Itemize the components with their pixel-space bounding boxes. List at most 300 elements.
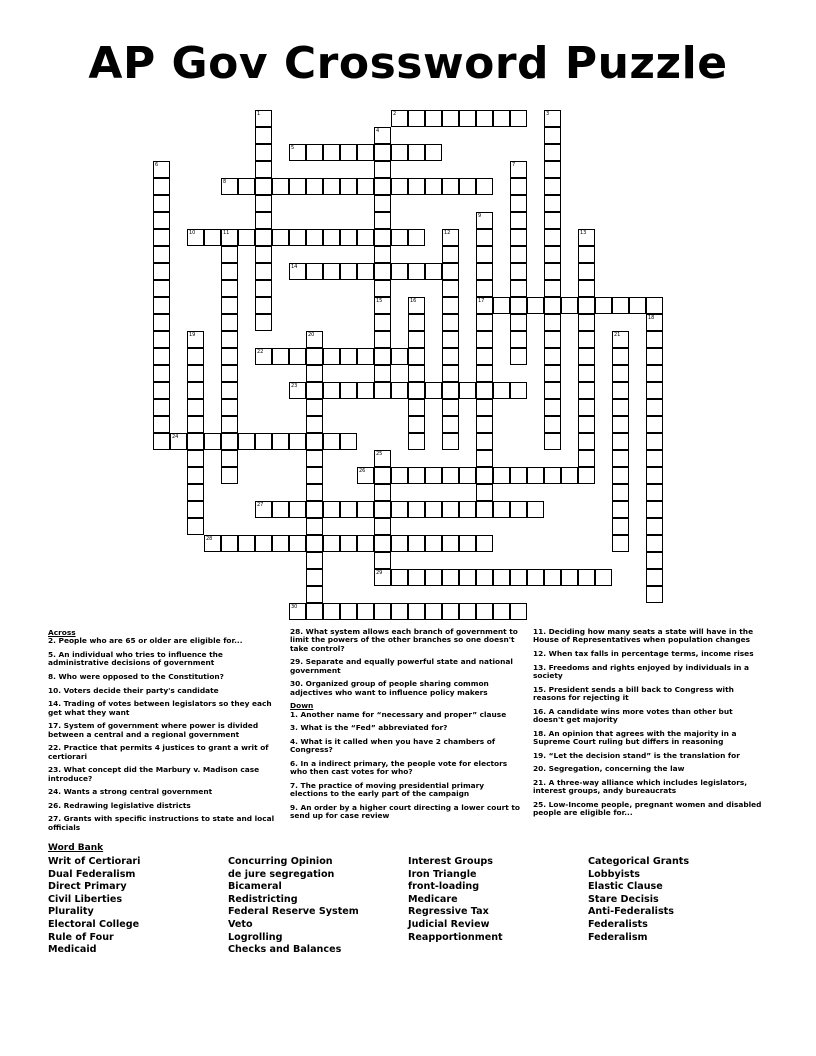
crossword-cell[interactable]	[340, 382, 357, 399]
crossword-cell[interactable]	[510, 382, 527, 399]
crossword-cell[interactable]	[221, 246, 238, 263]
crossword-cell[interactable]	[493, 110, 510, 127]
crossword-cell[interactable]	[646, 484, 663, 501]
crossword-cell[interactable]	[612, 433, 629, 450]
crossword-cell[interactable]	[153, 382, 170, 399]
crossword-cell[interactable]	[374, 229, 391, 246]
crossword-cell[interactable]	[374, 127, 391, 144]
crossword-cell[interactable]	[544, 246, 561, 263]
crossword-cell[interactable]	[357, 348, 374, 365]
crossword-cell[interactable]	[306, 399, 323, 416]
crossword-cell[interactable]	[442, 348, 459, 365]
crossword-cell[interactable]	[255, 229, 272, 246]
crossword-cell[interactable]	[544, 399, 561, 416]
crossword-cell[interactable]	[187, 331, 204, 348]
crossword-cell[interactable]	[408, 110, 425, 127]
crossword-cell[interactable]	[153, 195, 170, 212]
crossword-cell[interactable]	[374, 348, 391, 365]
crossword-cell[interactable]	[425, 263, 442, 280]
crossword-cell[interactable]	[374, 195, 391, 212]
crossword-cell[interactable]	[612, 382, 629, 399]
crossword-cell[interactable]	[493, 297, 510, 314]
crossword-cell[interactable]	[408, 263, 425, 280]
crossword-cell[interactable]	[425, 144, 442, 161]
crossword-cell[interactable]	[306, 535, 323, 552]
crossword-cell[interactable]	[221, 382, 238, 399]
crossword-cell[interactable]	[544, 467, 561, 484]
crossword-cell[interactable]	[357, 178, 374, 195]
crossword-cell[interactable]	[493, 603, 510, 620]
crossword-cell[interactable]	[544, 280, 561, 297]
crossword-cell[interactable]	[425, 603, 442, 620]
crossword-cell[interactable]	[544, 382, 561, 399]
crossword-cell[interactable]	[544, 331, 561, 348]
crossword-cell[interactable]	[442, 263, 459, 280]
crossword-cell[interactable]	[578, 297, 595, 314]
crossword-cell[interactable]	[272, 501, 289, 518]
crossword-cell[interactable]	[442, 229, 459, 246]
crossword-cell[interactable]	[357, 263, 374, 280]
crossword-cell[interactable]	[221, 433, 238, 450]
crossword-cell[interactable]	[578, 246, 595, 263]
crossword-cell[interactable]	[510, 348, 527, 365]
crossword-cell[interactable]	[646, 569, 663, 586]
crossword-cell[interactable]	[408, 144, 425, 161]
crossword-cell[interactable]	[221, 365, 238, 382]
crossword-cell[interactable]	[646, 348, 663, 365]
crossword-cell[interactable]	[255, 535, 272, 552]
crossword-cell[interactable]	[221, 280, 238, 297]
crossword-cell[interactable]	[408, 314, 425, 331]
crossword-cell[interactable]	[476, 450, 493, 467]
crossword-cell[interactable]	[459, 501, 476, 518]
crossword-cell[interactable]	[476, 382, 493, 399]
crossword-cell[interactable]	[612, 535, 629, 552]
crossword-cell[interactable]	[272, 433, 289, 450]
crossword-cell[interactable]	[493, 501, 510, 518]
crossword-cell[interactable]	[425, 501, 442, 518]
crossword-cell[interactable]	[612, 348, 629, 365]
crossword-cell[interactable]	[391, 178, 408, 195]
crossword-cell[interactable]	[153, 280, 170, 297]
crossword-cell[interactable]	[459, 603, 476, 620]
crossword-cell[interactable]	[646, 535, 663, 552]
crossword-cell[interactable]	[612, 450, 629, 467]
crossword-cell[interactable]	[323, 433, 340, 450]
crossword-cell[interactable]	[255, 297, 272, 314]
crossword-cell[interactable]	[459, 535, 476, 552]
crossword-cell[interactable]	[306, 382, 323, 399]
crossword-cell[interactable]	[289, 501, 306, 518]
crossword-cell[interactable]	[459, 467, 476, 484]
crossword-cell[interactable]	[408, 416, 425, 433]
crossword-cell[interactable]	[306, 450, 323, 467]
crossword-cell[interactable]	[442, 535, 459, 552]
crossword-cell[interactable]	[187, 501, 204, 518]
crossword-cell[interactable]	[493, 467, 510, 484]
crossword-cell[interactable]	[221, 297, 238, 314]
crossword-cell[interactable]	[391, 110, 408, 127]
crossword-cell[interactable]	[187, 433, 204, 450]
crossword-cell[interactable]	[153, 314, 170, 331]
crossword-cell[interactable]	[561, 297, 578, 314]
crossword-cell[interactable]	[289, 263, 306, 280]
crossword-cell[interactable]	[408, 331, 425, 348]
crossword-cell[interactable]	[646, 450, 663, 467]
crossword-cell[interactable]	[340, 603, 357, 620]
crossword-cell[interactable]	[306, 501, 323, 518]
crossword-cell[interactable]	[391, 382, 408, 399]
crossword-cell[interactable]	[306, 178, 323, 195]
crossword-cell[interactable]	[646, 399, 663, 416]
crossword-cell[interactable]	[306, 263, 323, 280]
crossword-cell[interactable]	[510, 331, 527, 348]
crossword-cell[interactable]	[238, 178, 255, 195]
crossword-cell[interactable]	[578, 331, 595, 348]
crossword-cell[interactable]	[289, 178, 306, 195]
crossword-cell[interactable]	[221, 229, 238, 246]
crossword-cell[interactable]	[306, 603, 323, 620]
crossword-cell[interactable]	[476, 484, 493, 501]
crossword-cell[interactable]	[408, 229, 425, 246]
crossword-cell[interactable]	[238, 535, 255, 552]
crossword-cell[interactable]	[357, 501, 374, 518]
crossword-cell[interactable]	[646, 518, 663, 535]
crossword-cell[interactable]	[493, 382, 510, 399]
crossword-cell[interactable]	[425, 178, 442, 195]
crossword-cell[interactable]	[408, 433, 425, 450]
crossword-cell[interactable]	[612, 365, 629, 382]
crossword-cell[interactable]	[510, 178, 527, 195]
crossword-cell[interactable]	[204, 229, 221, 246]
crossword-cell[interactable]	[374, 212, 391, 229]
crossword-cell[interactable]	[646, 467, 663, 484]
crossword-cell[interactable]	[221, 467, 238, 484]
crossword-cell[interactable]	[578, 229, 595, 246]
crossword-cell[interactable]	[323, 535, 340, 552]
crossword-cell[interactable]	[544, 195, 561, 212]
crossword-cell[interactable]	[476, 263, 493, 280]
crossword-cell[interactable]	[442, 178, 459, 195]
crossword-cell[interactable]	[476, 569, 493, 586]
crossword-cell[interactable]	[187, 348, 204, 365]
crossword-cell[interactable]	[510, 229, 527, 246]
crossword-cell[interactable]	[578, 365, 595, 382]
crossword-cell[interactable]	[289, 382, 306, 399]
crossword-cell[interactable]	[391, 144, 408, 161]
crossword-cell[interactable]	[221, 535, 238, 552]
crossword-cell[interactable]	[646, 552, 663, 569]
crossword-cell[interactable]	[510, 603, 527, 620]
crossword-cell[interactable]	[255, 433, 272, 450]
crossword-cell[interactable]	[306, 416, 323, 433]
crossword-cell[interactable]	[425, 467, 442, 484]
crossword-cell[interactable]	[459, 178, 476, 195]
crossword-cell[interactable]	[510, 161, 527, 178]
crossword-cell[interactable]	[612, 518, 629, 535]
crossword-cell[interactable]	[442, 603, 459, 620]
crossword-cell[interactable]	[476, 314, 493, 331]
crossword-cell[interactable]	[255, 280, 272, 297]
crossword-cell[interactable]	[289, 229, 306, 246]
crossword-cell[interactable]	[425, 110, 442, 127]
crossword-cell[interactable]	[374, 314, 391, 331]
crossword-cell[interactable]	[340, 433, 357, 450]
crossword-cell[interactable]	[510, 569, 527, 586]
crossword-cell[interactable]	[374, 178, 391, 195]
crossword-cell[interactable]	[612, 416, 629, 433]
crossword-cell[interactable]	[476, 297, 493, 314]
crossword-cell[interactable]	[153, 331, 170, 348]
crossword-cell[interactable]	[442, 246, 459, 263]
crossword-cell[interactable]	[255, 501, 272, 518]
crossword-cell[interactable]	[323, 178, 340, 195]
crossword-cell[interactable]	[391, 569, 408, 586]
crossword-cell[interactable]	[442, 569, 459, 586]
crossword-cell[interactable]	[578, 433, 595, 450]
crossword-cell[interactable]	[391, 535, 408, 552]
crossword-cell[interactable]	[578, 263, 595, 280]
crossword-cell[interactable]	[153, 263, 170, 280]
crossword-cell[interactable]	[476, 535, 493, 552]
crossword-cell[interactable]	[323, 348, 340, 365]
crossword-cell[interactable]	[476, 229, 493, 246]
crossword-cell[interactable]	[221, 331, 238, 348]
crossword-cell[interactable]	[595, 569, 612, 586]
crossword-cell[interactable]	[357, 229, 374, 246]
crossword-cell[interactable]	[476, 110, 493, 127]
crossword-cell[interactable]	[306, 365, 323, 382]
crossword-cell[interactable]	[153, 246, 170, 263]
crossword-cell[interactable]	[306, 518, 323, 535]
crossword-cell[interactable]	[340, 178, 357, 195]
crossword-cell[interactable]	[357, 144, 374, 161]
crossword-cell[interactable]	[221, 450, 238, 467]
crossword-cell[interactable]	[646, 365, 663, 382]
crossword-cell[interactable]	[510, 501, 527, 518]
crossword-cell[interactable]	[255, 212, 272, 229]
crossword-cell[interactable]	[544, 229, 561, 246]
crossword-cell[interactable]	[221, 416, 238, 433]
crossword-cell[interactable]	[476, 433, 493, 450]
crossword-cell[interactable]	[544, 178, 561, 195]
crossword-cell[interactable]	[374, 569, 391, 586]
crossword-cell[interactable]	[255, 348, 272, 365]
crossword-cell[interactable]	[476, 280, 493, 297]
crossword-cell[interactable]	[306, 586, 323, 603]
crossword-cell[interactable]	[476, 603, 493, 620]
crossword-cell[interactable]	[238, 229, 255, 246]
crossword-cell[interactable]	[374, 280, 391, 297]
crossword-cell[interactable]	[374, 297, 391, 314]
crossword-cell[interactable]	[187, 484, 204, 501]
crossword-cell[interactable]	[374, 535, 391, 552]
crossword-cell[interactable]	[425, 535, 442, 552]
crossword-cell[interactable]	[255, 144, 272, 161]
crossword-cell[interactable]	[578, 382, 595, 399]
crossword-cell[interactable]	[544, 433, 561, 450]
crossword-cell[interactable]	[374, 552, 391, 569]
crossword-cell[interactable]	[153, 433, 170, 450]
crossword-cell[interactable]	[442, 433, 459, 450]
crossword-cell[interactable]	[153, 297, 170, 314]
crossword-cell[interactable]	[187, 365, 204, 382]
crossword-cell[interactable]	[544, 348, 561, 365]
crossword-cell[interactable]	[323, 382, 340, 399]
crossword-cell[interactable]	[374, 246, 391, 263]
crossword-cell[interactable]	[425, 382, 442, 399]
crossword-cell[interactable]	[340, 229, 357, 246]
crossword-cell[interactable]	[374, 365, 391, 382]
crossword-cell[interactable]	[510, 280, 527, 297]
crossword-cell[interactable]	[187, 467, 204, 484]
crossword-cell[interactable]	[255, 127, 272, 144]
crossword-cell[interactable]	[578, 416, 595, 433]
crossword-cell[interactable]	[408, 603, 425, 620]
crossword-cell[interactable]	[391, 467, 408, 484]
crossword-cell[interactable]	[391, 603, 408, 620]
crossword-cell[interactable]	[544, 212, 561, 229]
crossword-cell[interactable]	[170, 433, 187, 450]
crossword-cell[interactable]	[646, 501, 663, 518]
crossword-cell[interactable]	[374, 331, 391, 348]
crossword-cell[interactable]	[510, 314, 527, 331]
crossword-cell[interactable]	[221, 263, 238, 280]
crossword-cell[interactable]	[306, 552, 323, 569]
crossword-cell[interactable]	[459, 110, 476, 127]
crossword-cell[interactable]	[646, 314, 663, 331]
crossword-cell[interactable]	[374, 263, 391, 280]
crossword-cell[interactable]	[527, 297, 544, 314]
crossword-cell[interactable]	[391, 229, 408, 246]
crossword-cell[interactable]	[527, 467, 544, 484]
crossword-cell[interactable]	[153, 212, 170, 229]
crossword-cell[interactable]	[255, 195, 272, 212]
crossword-cell[interactable]	[306, 467, 323, 484]
crossword-cell[interactable]	[544, 110, 561, 127]
crossword-cell[interactable]	[510, 297, 527, 314]
crossword-cell[interactable]	[629, 297, 646, 314]
crossword-cell[interactable]	[238, 433, 255, 450]
crossword-cell[interactable]	[578, 314, 595, 331]
crossword-cell[interactable]	[204, 433, 221, 450]
crossword-cell[interactable]	[153, 365, 170, 382]
crossword-cell[interactable]	[306, 484, 323, 501]
crossword-cell[interactable]	[153, 399, 170, 416]
crossword-cell[interactable]	[187, 518, 204, 535]
crossword-cell[interactable]	[340, 144, 357, 161]
crossword-cell[interactable]	[476, 399, 493, 416]
crossword-cell[interactable]	[255, 110, 272, 127]
crossword-cell[interactable]	[272, 348, 289, 365]
crossword-cell[interactable]	[255, 246, 272, 263]
crossword-cell[interactable]	[561, 467, 578, 484]
crossword-cell[interactable]	[408, 348, 425, 365]
crossword-cell[interactable]	[527, 569, 544, 586]
crossword-cell[interactable]	[408, 297, 425, 314]
crossword-cell[interactable]	[476, 348, 493, 365]
crossword-cell[interactable]	[187, 382, 204, 399]
crossword-cell[interactable]	[374, 484, 391, 501]
crossword-cell[interactable]	[255, 314, 272, 331]
crossword-cell[interactable]	[374, 382, 391, 399]
crossword-cell[interactable]	[408, 365, 425, 382]
crossword-cell[interactable]	[612, 467, 629, 484]
crossword-cell[interactable]	[646, 586, 663, 603]
crossword-cell[interactable]	[544, 365, 561, 382]
crossword-cell[interactable]	[442, 314, 459, 331]
crossword-cell[interactable]	[612, 501, 629, 518]
crossword-cell[interactable]	[374, 161, 391, 178]
crossword-cell[interactable]	[408, 178, 425, 195]
crossword-cell[interactable]	[510, 110, 527, 127]
crossword-cell[interactable]	[255, 178, 272, 195]
crossword-cell[interactable]	[391, 501, 408, 518]
crossword-cell[interactable]	[374, 144, 391, 161]
crossword-cell[interactable]	[544, 161, 561, 178]
crossword-cell[interactable]	[306, 229, 323, 246]
crossword-cell[interactable]	[306, 433, 323, 450]
crossword-cell[interactable]	[578, 280, 595, 297]
crossword-cell[interactable]	[459, 382, 476, 399]
crossword-cell[interactable]	[442, 382, 459, 399]
crossword-cell[interactable]	[357, 603, 374, 620]
crossword-cell[interactable]	[595, 297, 612, 314]
crossword-cell[interactable]	[323, 263, 340, 280]
crossword-cell[interactable]	[153, 348, 170, 365]
crossword-cell[interactable]	[408, 535, 425, 552]
crossword-cell[interactable]	[323, 229, 340, 246]
crossword-cell[interactable]	[153, 229, 170, 246]
crossword-cell[interactable]	[442, 110, 459, 127]
crossword-cell[interactable]	[544, 314, 561, 331]
crossword-cell[interactable]	[221, 178, 238, 195]
crossword-cell[interactable]	[612, 297, 629, 314]
crossword-cell[interactable]	[306, 331, 323, 348]
crossword-cell[interactable]	[544, 144, 561, 161]
crossword-cell[interactable]	[425, 569, 442, 586]
crossword-cell[interactable]	[442, 331, 459, 348]
crossword-cell[interactable]	[221, 314, 238, 331]
crossword-cell[interactable]	[289, 144, 306, 161]
crossword-cell[interactable]	[289, 535, 306, 552]
crossword-cell[interactable]	[493, 569, 510, 586]
crossword-cell[interactable]	[646, 416, 663, 433]
crossword-cell[interactable]	[289, 603, 306, 620]
crossword-cell[interactable]	[476, 501, 493, 518]
crossword-cell[interactable]	[391, 348, 408, 365]
crossword-cell[interactable]	[476, 416, 493, 433]
crossword-cell[interactable]	[255, 161, 272, 178]
crossword-cell[interactable]	[323, 501, 340, 518]
crossword-cell[interactable]	[272, 229, 289, 246]
crossword-cell[interactable]	[306, 144, 323, 161]
crossword-cell[interactable]	[544, 297, 561, 314]
crossword-cell[interactable]	[408, 382, 425, 399]
crossword-cell[interactable]	[357, 535, 374, 552]
crossword-cell[interactable]	[578, 467, 595, 484]
crossword-cell[interactable]	[255, 263, 272, 280]
crossword-cell[interactable]	[442, 501, 459, 518]
crossword-cell[interactable]	[289, 348, 306, 365]
crossword-cell[interactable]	[221, 348, 238, 365]
crossword-cell[interactable]	[306, 569, 323, 586]
crossword-cell[interactable]	[272, 535, 289, 552]
crossword-cell[interactable]	[323, 603, 340, 620]
crossword-cell[interactable]	[357, 467, 374, 484]
crossword-cell[interactable]	[510, 263, 527, 280]
crossword-cell[interactable]	[408, 399, 425, 416]
